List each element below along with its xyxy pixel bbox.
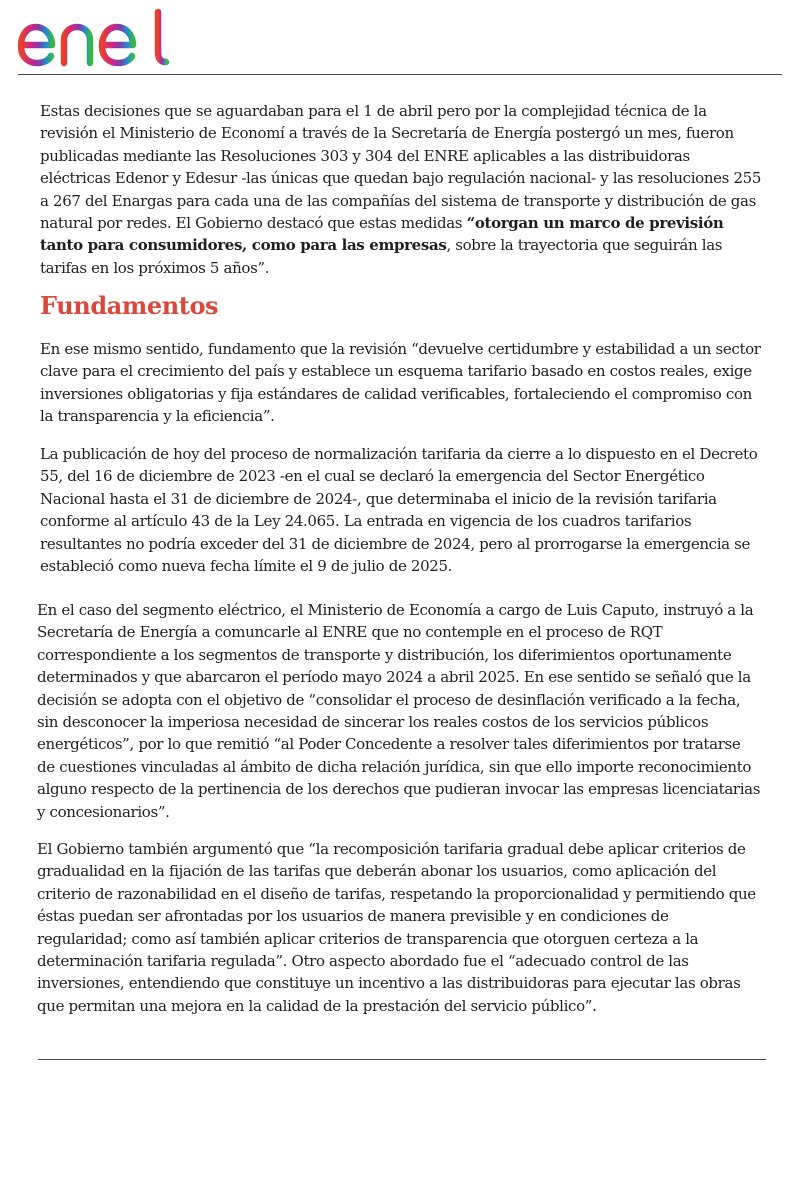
enel-logo: [18, 8, 170, 68]
paragraph-4: En el caso del segmento eléctrico, el Ministerio de Economía a cargo de Luis Caputo, instruyó a la Secretaría de Energía a comuncarle al ENRE que no contemple en el proceso de RQT correspondiente a los segmentos de transporte y distribución, los diferimientos oportunamente determinados y que abarcaron el período mayo 2024 a abril 2025. En ese sentido se señaló que la decisión se adopta con el objetivo de “consolidar el proceso de desinflación verificado a la fecha, sin desconocer la imperiosa necesidad de sincerar los reales costos de los servicios públicos energéticos”, por lo que remitió “al Poder Concedente a resolver tales diferimientos por tratarse de cuestiones vinculadas al ámbito de dicha relación jurídica, sin que ello importe reconocimiento alguno respecto de la pertinencia de los derechos que pudieran invocar las empresas licenciatarias y concesionarios”.: [37, 601, 761, 821]
section-heading: Fundamentos: [40, 291, 219, 320]
paragraph-1: [40, 100, 762, 279]
paragraph-1-text-after: , sobre la trayectoria que seguirán las tarifas en los próximos 5 años”.: [40, 236, 723, 277]
paragraph-3: La publicación de hoy del proceso de normalización tarifaria da cierre a lo dispuesto en el Decreto 55, del 16 de diciembre de 2023 -en el cual se declaró la emergencia del Sector Energético Nacional hasta el 31 de diciembre de 2024-, que determinaba el inicio de la revisión tarifaria conforme al artículo 43 de la Ley 24.065. La entrada en vigencia de los cuadros tarifarios resultantes no podría exceder del 31 de diciembre de 2024, pero al prorrogarse la emergencia se estableció como nueva fecha límite el 9 de julio de 2025.: [40, 445, 758, 576]
paragraph-1-bold-quote: “otorgan un marco de previsión tanto para consumidores, como para las empresas: [40, 214, 724, 255]
paragraph-1-text-before: Estas decisiones que se aguardaban para el 1 de abril pero por la complejidad técnica de la revisión el Ministerio de Economí a través de la Secretaría de Energía postergó un mes, fueron publicadas mediante las Resoluciones 303 y 304 del ENRE aplicables a las distribuidoras eléctricas Edenor y Edesur -las únicas que quedan bajo regulación nacional- y las resoluciones 255 a 267 del Enargas para cada una de las compañías del sistema de transporte y distribución de gas natural por redes. El Gobierno destacó que estas medidas: [40, 102, 762, 233]
header-divider: [18, 74, 782, 75]
paragraph-2: En ese mismo sentido, fundamento que la revisión “devuelve certidumbre y estabilidad a un sector clave para el crecimiento del país y establece un esquema tarifario basado en costos reales, exige inversiones obligatorias y fija estándares de calidad verificables, fortaleciendo el compromiso con la transparencia y la eficiencia”.: [40, 340, 761, 426]
page-header: [18, 8, 782, 75]
footer-divider: [38, 1059, 766, 1060]
paragraph-5: El Gobierno también argumentó que “la recomposición tarifaria gradual debe aplicar criterios de gradualidad en la fijación de las tarifas que deberán abonar los usuarios, como aplicación del criterio de razonabilidad en el diseño de tarifas, respetando la proporcionalidad y permitiendo que éstas puedan ser afrontadas por los usuarios de manera previsible y en condiciones de regularidad; como así también aplicar criterios de transparencia que otorguen certeza a la determinación tarifaria regulada”. Otro aspecto abordado fue el “adecuado control de las inversiones, entendiendo que constituye un incentivo a las distribuidoras para ejecutar las obras que permitan una mejora en la calidad de la prestación del servicio público”.: [37, 840, 756, 1015]
